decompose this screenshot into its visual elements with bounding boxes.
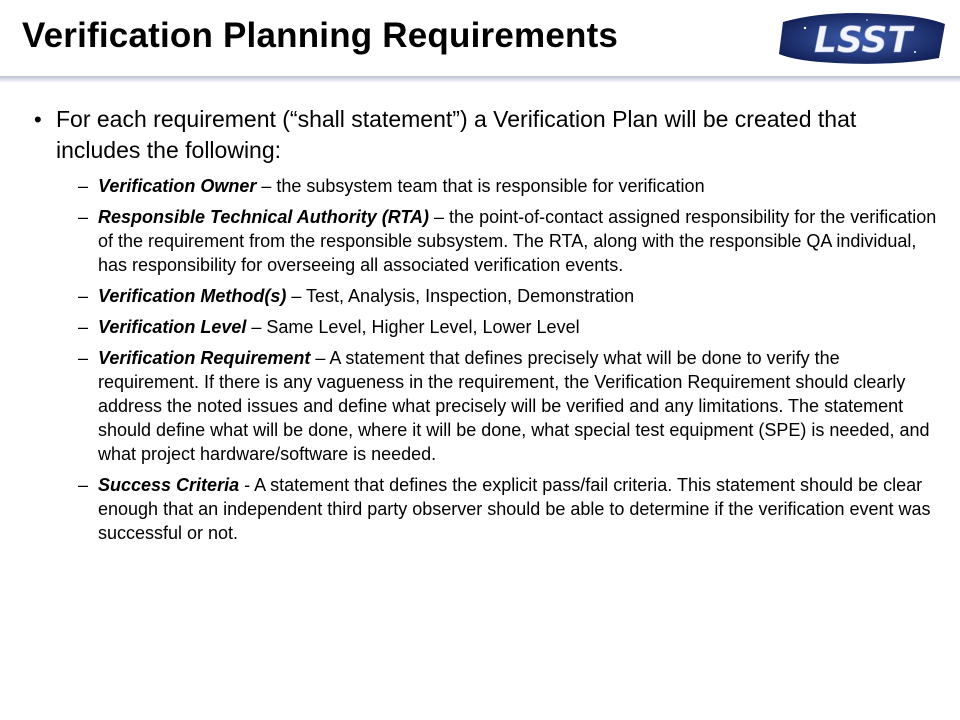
sub-item-text: – Same Level, Higher Level, Lower Level xyxy=(246,317,580,337)
title-divider xyxy=(0,76,960,82)
main-bullet-text: For each requirement (“shall statement”) a Verification Plan will be created that includes the following: xyxy=(56,106,857,163)
dash-glyph: – xyxy=(78,286,89,306)
dash-glyph: – xyxy=(78,317,89,337)
sub-item-term: Responsible Technical Authority (RTA) xyxy=(98,207,430,227)
sub-item-term: Success Criteria xyxy=(98,475,240,495)
sub-item-text: – A statement that defines precisely what will be done to verify the requirement. If there is any vagueness in the requirement, the Verification Requirement should clearly address the noted issues and define what precisely will be verified and any limitations. The statement should define what will be done, where it will be done, what special test equipment (SPE) is needed, and what project hardware/software is needed. xyxy=(98,348,930,464)
slide-header xyxy=(0,0,960,82)
sub-item-term: Verification Method(s) xyxy=(98,286,287,306)
sub-item-verification-owner xyxy=(74,174,944,198)
dash-glyph: – xyxy=(78,207,89,227)
lsst-logo xyxy=(775,8,950,68)
sub-item-verification-level xyxy=(74,315,944,339)
sub-item-term: Verification Requirement xyxy=(98,348,311,368)
main-bullet xyxy=(34,104,944,166)
sub-item-success-criteria xyxy=(74,473,944,545)
sub-item-verification-requirement xyxy=(74,346,944,466)
logo-wordmark: LSST xyxy=(813,20,913,61)
slide-body xyxy=(34,104,944,552)
sub-item-verification-methods xyxy=(74,284,944,308)
sub-item-term: Verification Level xyxy=(98,317,247,337)
sub-bullet-list xyxy=(74,174,944,545)
sub-item-text: – the point-of-contact assigned responsibility for the verification of the requirement from the responsible subsystem. The RTA, along with the responsible QA individual, has responsibility for overseeing all associated verification events. xyxy=(98,207,937,275)
dash-glyph: – xyxy=(78,348,89,368)
sub-item-text: – the subsystem team that is responsible for verification xyxy=(256,176,705,196)
sub-item-text: – Test, Analysis, Inspection, Demonstration xyxy=(286,286,635,306)
sub-item-text: - A statement that defines the explicit pass/fail criteria. This statement should be clear enough that an independent third party observer should be able to determine if the verification event was successful or not. xyxy=(98,475,931,543)
sub-item-rta xyxy=(74,205,944,277)
dash-glyph: – xyxy=(78,176,89,196)
sub-item-term: Verification Owner xyxy=(98,176,257,196)
bullet-dot: • xyxy=(34,107,42,132)
slide-title: Verification Planning Requirements xyxy=(22,16,619,55)
dash-glyph: – xyxy=(78,475,89,495)
